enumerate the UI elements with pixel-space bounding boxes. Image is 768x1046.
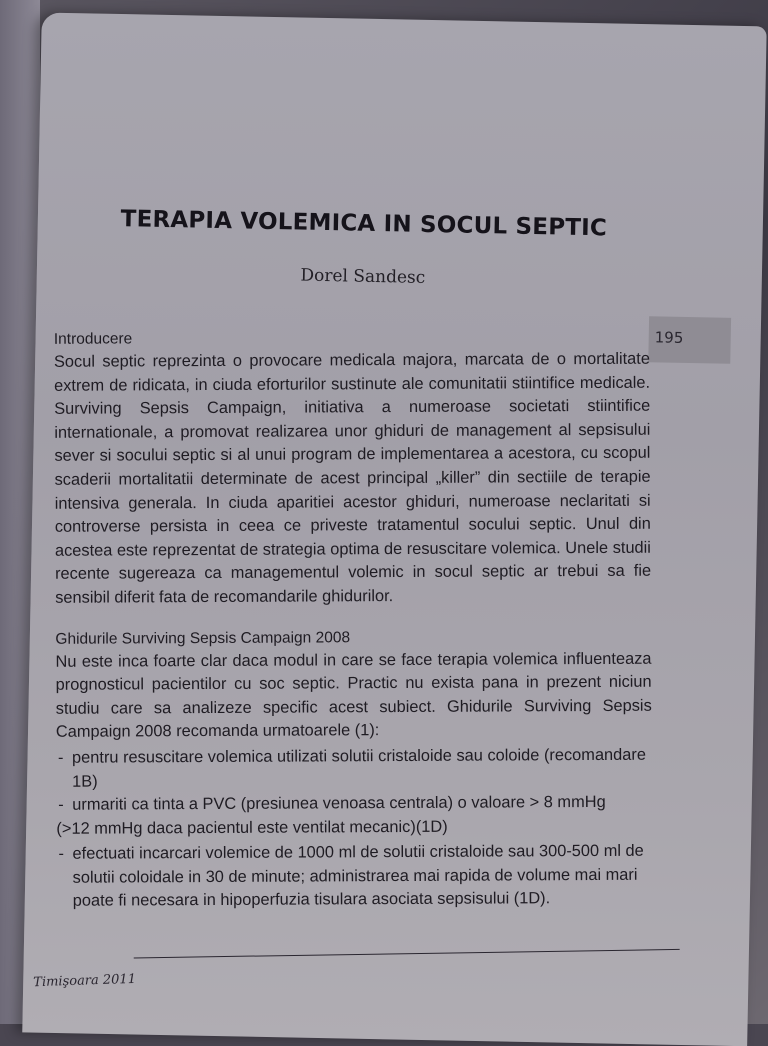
article-title: TERAPIA VOLEMICA IN SOCUL SEPTIC: [120, 206, 608, 242]
list-item: - efectuati incarcari volemice de 1000 ml de solutii cristaloide sau 300-500 ml de solutii coloidale in 30 de minute; administrarea mai rapida de volume mai mari poate fi necesara in hipoperfuzia tisulara asociata sepsisului (1D).: [56, 840, 652, 914]
list-item: - pentru resuscitare volemica utilizati solutii cristaloide sau coloide (recomandare 1B): [56, 744, 652, 794]
list-item: - urmariti ca tinta a PVC (presiunea venoasa centrala) o valoare > 8 mmHg: [56, 791, 652, 818]
article-author: Dorel Sandesc: [300, 265, 426, 288]
recommendation-list-continued: [56, 840, 652, 914]
recommendation-list: [56, 744, 652, 818]
book-page: [22, 13, 766, 1046]
footer-location-year: Timişoara 2011: [33, 971, 137, 991]
intro-heading: Introducere: [53, 330, 133, 348]
intro-paragraph: Socul septic reprezinta o provocare medicala majora, marcata de o mortalitate extrem de ridicata, in ciuda eforturilor sustinute ale comunitatii stiintifice medicale. Surviving Sepsis Campaign, initiativa a numeroase societati stiintifice internationale, a promovat realizarea unor ghiduri de management al sepsisului sever si socului septic si al unui program de implementarea a acestora, cu scopul scaderii mortalitatii determinate de acest principal „killer” din sectiile de terapie intensiva generala. In ciuda aparitiei acestor ghiduri, numeroase neclaritati si controverse persista in ceea ce priveste tratamentul socului septic. Unul din acestea este reprezentat de strategia optima de resuscitare volemica. Unele studii recente sugereaza ca managementul volemic in socul septic ar trebui sa fie sensibil diferit fata de recomandarile ghidurilor.: [53, 349, 652, 607]
footer-rule: [134, 949, 680, 959]
article-body: [54, 326, 653, 914]
pvc-ventilation-note: (>12 mmHg daca pacientul este ventilat mecanic)(1D): [56, 817, 448, 838]
page-number-tab: 195: [648, 316, 731, 364]
guidelines-heading: Ghidurile Surviving Sepsis Campaign 2008: [55, 628, 351, 648]
guidelines-paragraph: Nu este inca foarte clar daca modul in care se face terapia volemica influenteaza prognosticul pacientilor cu soc septic. Practic nu exista pana in prezent niciun studiu care sa analizeze specific acest subiect. Ghidurile Surviving Sepsis Campaign 2008 recomanda urmatoarele (1):: [55, 649, 652, 742]
